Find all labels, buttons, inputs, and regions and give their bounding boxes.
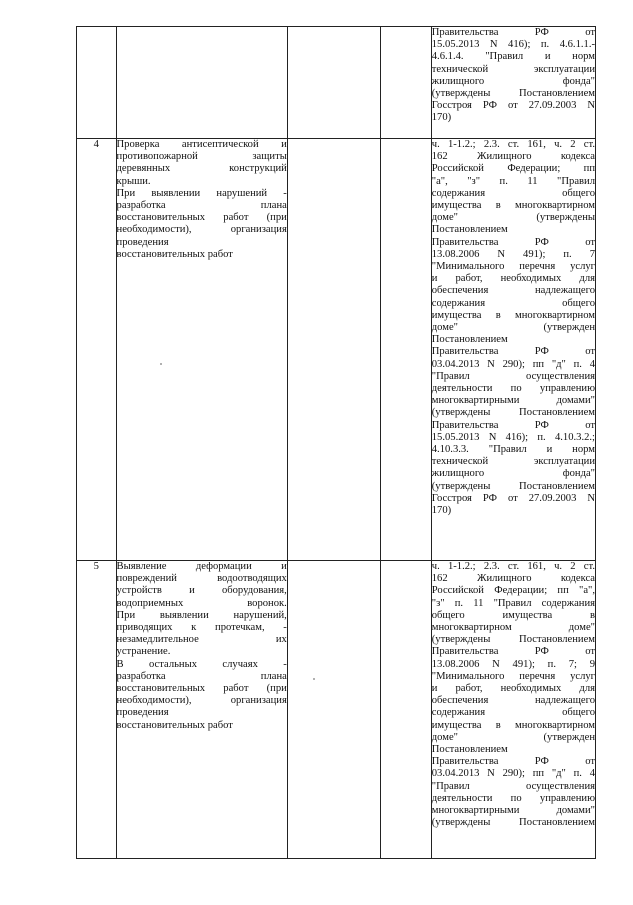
basis-text-line: Правительства РФ от (431, 346, 595, 358)
work-text-line: проведения (116, 707, 169, 719)
work-text-line: водоприемных воронок. (116, 597, 287, 609)
work-text-line: восстановительных работ (116, 719, 233, 731)
regulations-table (76, 26, 596, 859)
basis-text-line: Российской Федерации; пп "а", (431, 585, 595, 597)
table-row (77, 561, 596, 859)
basis-text-line: (утверждены Постановлением (431, 407, 595, 419)
basis-text-line: 162 Жилищного кодекса (431, 573, 595, 585)
basis-text-line: "Правил осуществления (431, 370, 595, 382)
empty-cell (287, 139, 380, 561)
work-text-line: восстановительных работ (при (116, 212, 287, 224)
work-text-line: крыши. (116, 175, 151, 187)
basis-text-line: 13.08.2006 N 491); п. 7; 9 (431, 658, 595, 670)
basis-text-line: 4.6.1.4. "Правил и норм (431, 51, 595, 63)
empty-cell (381, 561, 432, 859)
basis-text-line: Госстроя РФ от 27.09.2003 N (431, 100, 595, 112)
work-text-line: В остальных случаях - (116, 658, 287, 670)
basis-text-line: "а", "з" п. 11 "Правил (431, 175, 595, 187)
work-text-line: противопожарной защиты (116, 151, 287, 163)
work-description-cell (116, 27, 287, 139)
empty-cell (381, 27, 432, 139)
basis-text-line: 4.10.3.3. "Правил и норм (431, 444, 595, 456)
basis-text-line: и работ, необходимых для (431, 273, 595, 285)
empty-cell (287, 561, 380, 859)
basis-text-line: 03.04.2013 N 290); пп "д" п. 4 (431, 358, 595, 370)
basis-text-line: многоквартирными домами" (431, 395, 595, 407)
work-text-line: устранение. (116, 646, 171, 658)
basis-text-line: 03.04.2013 N 290); пп "д" п. 4 (431, 768, 595, 780)
basis-text-line: Правительства РФ от (431, 27, 595, 38)
work-description-cell (116, 561, 287, 859)
work-text-line: восстановительных работ (при (116, 683, 287, 695)
basis-text-line: имущества в многоквартирном (431, 719, 595, 731)
basis-text-line: "Правил осуществления (431, 780, 595, 792)
basis-text-line: Госстроя РФ от 27.09.2003 N (431, 492, 595, 504)
empty-cell (381, 139, 432, 561)
basis-text-line: содержания общего (431, 297, 595, 309)
basis-text-line: Постановлением (431, 744, 508, 756)
basis-text-line: жилищного фонда" (431, 75, 595, 87)
work-text-line: разработка плана (116, 670, 287, 682)
basis-text-line: общего имущества в (431, 609, 595, 621)
basis-text-line: 13.08.2006 N 491); п. 7 (431, 248, 595, 260)
work-text-line: При выявлении нарушений, (116, 609, 287, 621)
work-text-line: При выявлении нарушений - (116, 187, 287, 199)
work-description-cell (116, 139, 287, 561)
basis-text-line: содержания общего (431, 707, 595, 719)
work-text-line: деревянных конструкций (116, 163, 287, 175)
basis-text-line: Правительства РФ от (431, 756, 595, 768)
basis-text-line: (утверждены Постановлением (431, 817, 595, 829)
basis-text-line: деятельности по управлению (431, 383, 595, 395)
basis-text-line: имущества в многоквартирном (431, 200, 595, 212)
row-number-cell: 4 (77, 139, 117, 561)
basis-text-line: содержания общего (431, 187, 595, 199)
table-row (77, 27, 596, 139)
basis-text-line: (утверждены Постановлением (431, 480, 595, 492)
basis-text-line: Правительства РФ от (431, 236, 595, 248)
basis-text-line: жилищного фонда" (431, 468, 595, 480)
work-text-line: повреждений водоотводящих (116, 573, 287, 585)
work-text-line: Проверка антисептической и (116, 139, 287, 150)
basis-text-line: (утверждены Постановлением (431, 88, 595, 100)
basis-text-line: технической эксплуатации (431, 456, 595, 468)
row-number-cell: 5 (77, 561, 117, 859)
basis-text-line: доме" (утвержден (431, 731, 595, 743)
legal-basis-cell (431, 27, 595, 139)
row-number-cell (77, 27, 117, 139)
basis-text-line: ч. 1-1.2.; 2.3. ст. 161, ч. 2 ст. (431, 139, 595, 150)
basis-text-line: "Минимального перечня услуг (431, 670, 595, 682)
basis-text-line: обеспечения надлежащего (431, 285, 595, 297)
work-text-line: проведения (116, 236, 169, 248)
work-text-line: приводящих к протечкам, - (116, 622, 287, 634)
basis-text-line: 15.05.2013 N 416); п. 4.6.1.1.- (431, 39, 595, 51)
legal-basis-cell (431, 139, 595, 561)
basis-text-line: Постановлением (431, 334, 508, 346)
empty-cell (287, 27, 380, 139)
basis-text-line: 170) (431, 505, 452, 517)
basis-text-line: 170) (431, 112, 452, 124)
scan-speck (160, 363, 162, 365)
work-text-line: разработка плана (116, 200, 287, 212)
basis-text-line: ч. 1-1.2.; 2.3. ст. 161, ч. 2 ст. (431, 561, 595, 572)
basis-text-line: многоквартирном доме" (431, 622, 595, 634)
work-text-line: незамедлительное их (116, 634, 287, 646)
basis-text-line: и работ, необходимых для (431, 683, 595, 695)
table-row (77, 139, 596, 561)
basis-text-line: Российской Федерации; пп (431, 163, 595, 175)
basis-text-line: деятельности по управлению (431, 792, 595, 804)
basis-text-line: имущества в многоквартирном (431, 309, 595, 321)
basis-text-line: доме" (утверждены (431, 212, 595, 224)
scan-speck (313, 678, 315, 680)
basis-text-line: Правительства РФ от (431, 419, 595, 431)
basis-text-line: 15.05.2013 N 416); п. 4.10.3.2.; (431, 431, 595, 443)
basis-text-line: 162 Жилищного кодекса (431, 151, 595, 163)
basis-text-line: доме" (утвержден (431, 322, 595, 334)
basis-text-line: многоквартирными домами" (431, 805, 595, 817)
basis-text-line: Правительства РФ от (431, 646, 595, 658)
basis-text-line: технической эксплуатации (431, 63, 595, 75)
legal-basis-cell (431, 561, 595, 859)
work-text-line: устройств и оборудования, (116, 585, 287, 597)
basis-text-line: "Минимального перечня услуг (431, 261, 595, 273)
work-text-line: восстановительных работ (116, 248, 233, 260)
basis-text-line: обеспечения надлежащего (431, 695, 595, 707)
work-text-line: необходимости), организация (116, 224, 287, 236)
work-text-line: Выявление деформации и (116, 561, 287, 572)
work-text-line: необходимости), организация (116, 695, 287, 707)
basis-text-line: Постановлением (431, 224, 508, 236)
basis-text-line: (утверждены Постановлением (431, 634, 595, 646)
basis-text-line: "з" п. 11 "Правил содержания (431, 597, 595, 609)
